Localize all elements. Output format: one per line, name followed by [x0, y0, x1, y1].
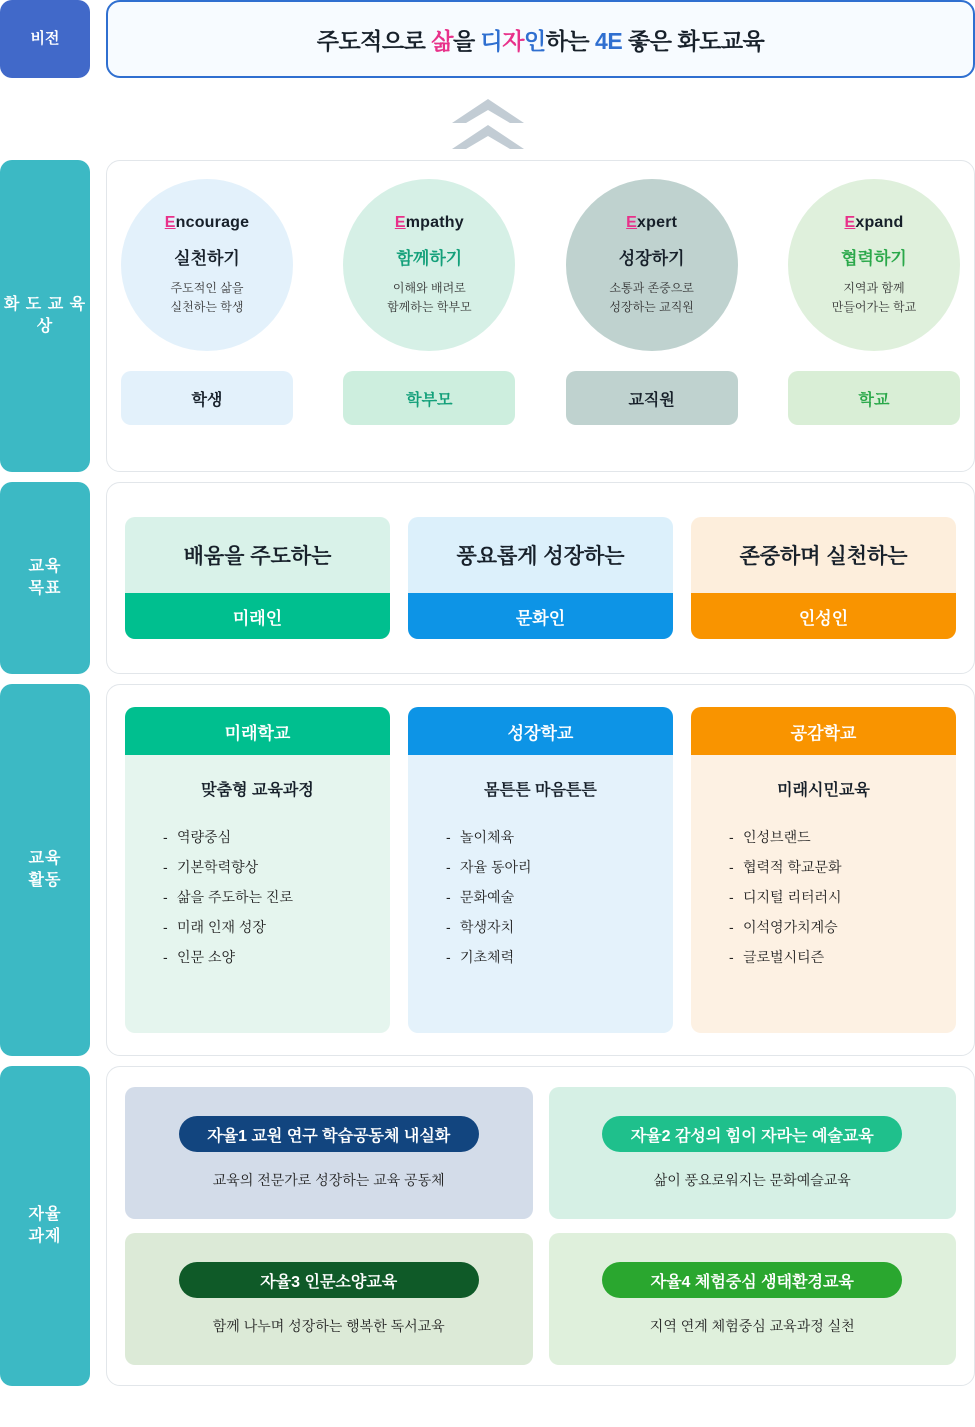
list-item: - 문화예술 — [446, 882, 673, 912]
vision-text — [317, 23, 765, 56]
education-image-side-label: 화 도 교 육 상 — [0, 160, 90, 472]
e-tag-school: 학교 — [788, 371, 960, 425]
e-item-expand — [788, 179, 960, 425]
list-item: - 삶을 주도하는 진로 — [163, 882, 390, 912]
list-item: - 기본학력향상 — [163, 852, 390, 882]
autonomy-tasks-side-label — [0, 1066, 90, 1386]
goal-top-culture: 풍요롭게 성장하는 — [408, 517, 673, 593]
task-pill-4: 자율4 체험중심 생태환경교육 — [602, 1262, 902, 1298]
activity-list-growth-school — [408, 822, 673, 972]
e-item-encourage — [121, 179, 293, 425]
education-image-grid — [121, 179, 960, 425]
task-pill-2: 자율2 감성의 힘이 자라는 예술교육 — [602, 1116, 902, 1152]
activity-body-future-school — [125, 755, 390, 1033]
e-circle-expert — [566, 179, 738, 351]
autonomy-tasks-panel — [106, 1066, 975, 1386]
activity-head-growth-school: 성장학교 — [408, 707, 673, 755]
e-kor-expand: 협력하기 — [841, 248, 907, 268]
goal-card-culture — [408, 517, 673, 639]
task-desc-3: 함께 나누며 성장하는 행복한 독서교육 — [212, 1318, 445, 1334]
tasks-label-line2: 과제 — [28, 1228, 62, 1245]
e-tag-parent: 학부모 — [343, 371, 515, 425]
task-card-3 — [125, 1233, 533, 1365]
e-kor-encourage: 실천하기 — [174, 248, 240, 268]
e-eng-expand: Expand — [844, 213, 904, 231]
e-desc-encourage: 주도적인 삶을 실천하는 학생 — [170, 280, 244, 314]
e-tag-staff: 교직원 — [566, 371, 738, 425]
e-circle-encourage — [121, 179, 293, 351]
autonomy-tasks-row — [0, 1066, 975, 1386]
goal-top-future: 배움을 주도하는 — [125, 517, 390, 593]
education-image-row — [0, 160, 975, 472]
vision-part-1: 삶 — [431, 27, 453, 54]
activity-card-empathy-school — [691, 707, 956, 1033]
task-desc-2: 삶이 풍요로워지는 문화예슬교육 — [653, 1172, 851, 1188]
education-activities-panel — [106, 684, 975, 1056]
task-desc-4: 지역 연계 체험중심 교육과정 실천 — [649, 1318, 855, 1334]
goal-card-character — [691, 517, 956, 639]
e-kor-empathy: 함께하기 — [396, 248, 463, 268]
list-item: - 인문 소양 — [163, 942, 390, 972]
goal-card-future — [125, 517, 390, 639]
tasks-label-line1: 자율 — [28, 1206, 62, 1224]
goal-top-character: 존중하며 실천하는 — [691, 517, 956, 593]
list-item: - 자율 동아리 — [446, 852, 673, 882]
e-eng-empathy: Empathy — [394, 213, 464, 231]
e-desc-expand: 지역과 함께 만들어가는 학교 — [831, 280, 917, 314]
e-desc-empathy: 이해와 배려로 함께하는 학부모 — [387, 280, 472, 314]
e-eng-expert: Expert — [626, 213, 678, 231]
list-item: - 디지털 리터러시 — [729, 882, 956, 912]
education-image-panel — [106, 160, 975, 472]
activity-card-growth-school — [408, 707, 673, 1033]
task-pill-1: 자율1 교원 연구 학습공동체 내실화 — [179, 1116, 479, 1152]
list-item: - 글로벌시티즌 — [729, 942, 956, 972]
list-item: - 이석영가치계승 — [729, 912, 956, 942]
e-circle-empathy — [343, 179, 515, 351]
list-item: - 협력적 학교문화 — [729, 852, 956, 882]
vision-panel — [106, 0, 975, 78]
chevron-row — [0, 88, 975, 160]
e-eng-encourage: Encourage — [164, 213, 250, 231]
activity-card-future-school — [125, 707, 390, 1033]
e-desc-expert: 소통과 존중으로 성장하는 교직원 — [609, 280, 694, 314]
goals-label-line1: 교육 — [28, 558, 62, 576]
education-goals-panel — [106, 482, 975, 674]
task-card-2 — [549, 1087, 957, 1219]
goal-bottom-culture: 문화인 — [408, 593, 673, 639]
education-activities-side-label — [0, 684, 90, 1056]
e-circle-expand — [788, 179, 960, 351]
education-activities-row — [0, 684, 975, 1056]
activity-sub-future-school: 맞춤형 교육과정 — [201, 782, 314, 799]
vision-row — [0, 0, 975, 78]
activity-head-empathy-school: 공감학교 — [691, 707, 956, 755]
education-goals-row — [0, 482, 975, 674]
vision-side-label: 비전 — [0, 0, 90, 78]
vision-part-4: 자 — [502, 27, 524, 54]
list-item: - 인성브랜드 — [729, 822, 956, 852]
goal-bottom-future: 미래인 — [125, 593, 390, 639]
e-tag-student: 학생 — [121, 371, 293, 425]
list-item: - 놀이체육 — [446, 822, 673, 852]
vision-part-3: 디 — [480, 27, 503, 54]
goals-label-line2: 목표 — [28, 580, 62, 597]
list-item: - 역량중심 — [163, 822, 390, 852]
activity-head-future-school: 미래학교 — [125, 707, 390, 755]
activity-sub-empathy-school: 미래시민교육 — [777, 782, 870, 799]
task-desc-1: 교육의 전문가로 성장하는 교육 공동체 — [212, 1172, 445, 1188]
activities-label-line1: 교육 — [28, 850, 62, 868]
list-item: - 미래 인재 성장 — [163, 912, 390, 942]
activity-body-empathy-school — [691, 755, 956, 1033]
vision-part-7: 4E — [595, 27, 623, 54]
activities-label-line2: 활동 — [28, 872, 62, 889]
activity-sub-growth-school: 몸튼튼 마음튼튼 — [484, 782, 597, 799]
list-item: - 학생자치 — [446, 912, 673, 942]
vision-part-5: 인 — [523, 27, 546, 54]
task-card-1 — [125, 1087, 533, 1219]
list-item: - 기초체력 — [446, 942, 673, 972]
double-chevron-up-icon — [448, 97, 528, 151]
vision-part-0: 주도적으로 — [316, 27, 432, 54]
goal-bottom-character: 인성인 — [691, 593, 956, 639]
activity-body-growth-school — [408, 755, 673, 1033]
activity-list-future-school — [125, 822, 390, 972]
vision-part-8: 좋은 화도교육 — [622, 27, 765, 54]
vision-part-6: 하는 — [545, 27, 596, 54]
e-item-expert — [566, 179, 738, 425]
vision-part-2: 을 — [452, 27, 481, 54]
task-pill-3: 자율3 인문소양교육 — [179, 1262, 479, 1298]
e-kor-expert: 성장하기 — [618, 248, 685, 268]
e-item-empathy — [343, 179, 515, 425]
activity-list-empathy-school — [691, 822, 956, 972]
education-goals-side-label — [0, 482, 90, 674]
task-card-4 — [549, 1233, 957, 1365]
